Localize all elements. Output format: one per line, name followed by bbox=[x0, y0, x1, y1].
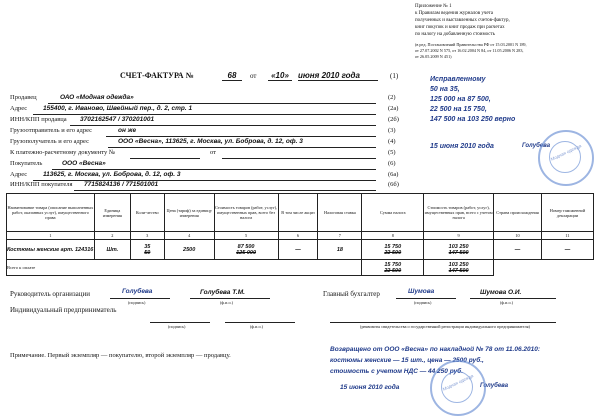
accountant-label: Главный бухгалтер bbox=[323, 290, 380, 298]
signature-caption: (подпись) bbox=[414, 300, 432, 305]
table-header-cell: В том числе акциз bbox=[278, 194, 318, 232]
field-line bbox=[74, 190, 376, 191]
field-line bbox=[33, 114, 376, 115]
cost-corrected: 87 500 bbox=[237, 243, 255, 250]
table-header-cell: Единица измерения bbox=[94, 194, 130, 232]
signature-caption: (подпись) bbox=[168, 324, 186, 329]
column-number: 8 bbox=[362, 232, 424, 240]
field-line bbox=[48, 103, 376, 104]
seal-text: Модная одежда bbox=[441, 373, 475, 392]
seller-address-value: 155400, г. Иваново, Швейный пер., д. 2, стр. 1 bbox=[43, 105, 193, 112]
accountant-name: Шумова О.И. bbox=[480, 289, 522, 296]
signature-line bbox=[110, 298, 170, 299]
tax-original: 22 500 bbox=[384, 249, 402, 256]
fio-caption: (ф.и.о.) bbox=[250, 324, 263, 329]
invoice-from-label: от bbox=[250, 72, 257, 80]
return-signature: Голубева bbox=[480, 383, 509, 389]
field-number: (2) bbox=[388, 94, 396, 101]
total-tax-cell bbox=[362, 260, 424, 276]
item-rate-cell: 18 bbox=[318, 240, 362, 260]
signature-caption: (подпись) bbox=[128, 300, 146, 305]
item-price-cell: 2500 bbox=[164, 240, 214, 260]
field-line bbox=[130, 158, 200, 159]
appendix-line: к Правилам ведения журналов учета bbox=[415, 11, 494, 16]
column-number: 11 bbox=[542, 232, 594, 240]
total-tax-original: 22 500 bbox=[384, 267, 402, 274]
name-line bbox=[470, 298, 556, 299]
correction-signature: Голубева bbox=[522, 143, 551, 149]
table-header-cell: Стоимость товаров (работ, услуг), имущественных прав, всего с учетом налога bbox=[424, 194, 494, 232]
head-name: Голубева Т.М. bbox=[200, 289, 245, 296]
footnote: Примечание. Первый экземпляр — покупателю, второй экземпляр — продавцу. bbox=[10, 352, 231, 359]
column-number: 1 bbox=[7, 232, 95, 240]
appendix-line: полученных и выставленных счетов-фактур, bbox=[415, 18, 510, 23]
item-country-cell: — bbox=[494, 240, 542, 260]
registration-line bbox=[330, 322, 556, 323]
invoice-title: СЧЕТ-ФАКТУРА № bbox=[120, 71, 194, 80]
field-number: (4) bbox=[388, 138, 396, 145]
column-number: 3 bbox=[130, 232, 164, 240]
row-number: (1) bbox=[390, 72, 399, 80]
table-header-cell: Налоговая ставка bbox=[318, 194, 362, 232]
field-number: (6а) bbox=[388, 171, 399, 178]
table-header-cell: Страна происхождения bbox=[494, 194, 542, 232]
buyer-inn-label: ИНН/КПП покупателя bbox=[10, 181, 73, 188]
name-line bbox=[190, 298, 270, 299]
total-corrected: 103 250 bbox=[448, 243, 469, 250]
field-number: (5) bbox=[388, 149, 396, 156]
item-cost-cell bbox=[214, 240, 278, 260]
field-line bbox=[108, 147, 376, 148]
field-number: (6) bbox=[388, 160, 396, 167]
item-unit-cell: Шт. bbox=[94, 240, 130, 260]
qty-corrected: 35 bbox=[144, 243, 151, 250]
total-label: Всего к оплате bbox=[7, 260, 362, 276]
table-total-row bbox=[7, 260, 594, 276]
consignee-value: ООО «Весна», 113625, г. Москва, ул. Боброва, д. 12, оф. 3 bbox=[118, 138, 303, 145]
column-number: 5 bbox=[214, 232, 278, 240]
entrepreneur-label: Индивидуальный предприниматель bbox=[10, 306, 117, 314]
registration-caption: (реквизиты свидетельства о государственной регистрации индивидуального предпринимателя) bbox=[360, 324, 530, 329]
field-number: (2а) bbox=[388, 105, 399, 112]
item-total-cell bbox=[424, 240, 494, 260]
table-header-cell: Цена (тариф) за единицу измерения bbox=[164, 194, 214, 232]
buyer-address-label: Адрес bbox=[10, 171, 28, 178]
seal-text: Модная одежда bbox=[549, 143, 583, 162]
table-header-cell: Номер таможенной декларации bbox=[542, 194, 594, 232]
buyer-inn-value: 7715824136 / 771501001 bbox=[84, 181, 159, 188]
name-line bbox=[225, 322, 295, 323]
shipper-label: Грузоотправитель и его адрес bbox=[10, 127, 93, 134]
table-header-cell: Сумма налога bbox=[362, 194, 424, 232]
total-sum-corrected: 103 250 bbox=[448, 261, 469, 268]
return-date: 15 июня 2010 года bbox=[340, 384, 400, 391]
seal-stamp bbox=[538, 130, 594, 186]
accountant-signature: Шумова bbox=[408, 288, 435, 295]
signature-line bbox=[396, 298, 456, 299]
tax-corrected: 15 750 bbox=[384, 243, 402, 250]
item-declaration-cell: — bbox=[542, 240, 594, 260]
cost-original: 125 000 bbox=[236, 249, 257, 256]
field-line bbox=[106, 136, 376, 137]
item-tax-cell bbox=[362, 240, 424, 260]
table-header-cell: Стоимость товаров (работ, услуг), имущественных прав, всего без налога bbox=[214, 194, 278, 232]
table-header-row bbox=[7, 194, 594, 232]
table-header-cell: Наименование товара (описание выполненных работ, оказанных услуг), имущественного права bbox=[7, 194, 95, 232]
column-number: 6 bbox=[278, 232, 318, 240]
total-sum-cell bbox=[424, 260, 494, 276]
payment-doc-from: от bbox=[210, 149, 217, 156]
column-number: 2 bbox=[94, 232, 130, 240]
correction-date: 15 июня 2010 года bbox=[430, 143, 494, 150]
return-line: костюмы женские — 15 шт., цена — 2500 руб., bbox=[330, 357, 484, 364]
field-line bbox=[70, 125, 376, 126]
head-signature: Голубева bbox=[122, 288, 153, 295]
item-name-cell: Костюмы женские арт. 124316 bbox=[7, 240, 95, 260]
seller-value: ОАО «Модная одежда» bbox=[60, 94, 134, 101]
return-line: Возвращено от ООО «Весна» по накладной № 78 от 11.06.2010: bbox=[330, 346, 540, 353]
fio-caption: (ф.и.о.) bbox=[500, 300, 513, 305]
invoice-number: 68 bbox=[222, 71, 242, 81]
total-original: 147 500 bbox=[448, 249, 469, 256]
signature-line bbox=[150, 322, 210, 323]
item-excise-cell: — bbox=[278, 240, 318, 260]
field-line bbox=[222, 158, 376, 159]
seller-inn-value: 3702162547 / 370201001 bbox=[80, 116, 155, 123]
field-number: (3) bbox=[388, 127, 396, 134]
total-tax-corrected: 15 750 bbox=[384, 261, 402, 268]
field-line bbox=[52, 169, 376, 170]
appendix-edition: от 27.07.2002 N 575, от 16.02.2004 N 84, от 11.05.2006 N 283, bbox=[415, 48, 524, 53]
buyer-label: Покупатель bbox=[10, 160, 43, 167]
seller-label: Продавец bbox=[10, 94, 37, 101]
invoice-day: «10» bbox=[268, 71, 292, 81]
empty-cell bbox=[494, 260, 594, 276]
appendix-line: книг покупок и книг продаж при расчетах bbox=[415, 25, 505, 30]
total-sum-original: 147 500 bbox=[448, 267, 469, 274]
correction-title: Исправленному bbox=[430, 76, 486, 83]
buyer-address-value: 113625, г. Москва, ул. Боброва, д. 12, оф. 3 bbox=[43, 171, 181, 178]
appendix-edition: (в ред. Постановлений Правительства РФ от 15.03.2001 N 189, bbox=[415, 42, 527, 47]
items-table bbox=[6, 193, 594, 276]
consignee-label: Грузополучатель и его адрес bbox=[10, 138, 89, 145]
item-qty-cell bbox=[130, 240, 164, 260]
appendix-title: Приложение № 1 bbox=[415, 4, 452, 9]
head-label: Руководитель организации bbox=[10, 290, 90, 298]
seller-inn-label: ИНН/КПП продавца bbox=[10, 116, 67, 123]
correction-line: 50 на 35, bbox=[430, 86, 460, 93]
column-number: 4 bbox=[164, 232, 214, 240]
shipper-value: он же bbox=[118, 127, 137, 134]
return-line: стоимость с учетом НДС — 44 250 руб. bbox=[330, 368, 464, 375]
qty-original: 50 bbox=[144, 249, 151, 256]
fio-caption: (ф.и.о.) bbox=[220, 300, 233, 305]
payment-doc-label: К платежно-расчетному документу № bbox=[10, 149, 116, 156]
table-row bbox=[7, 240, 594, 260]
invoice-month-year: июня 2010 года bbox=[298, 71, 378, 81]
buyer-value: ООО «Весна» bbox=[62, 160, 106, 167]
correction-line: 125 000 на 87 500, bbox=[430, 96, 491, 103]
seal-stamp bbox=[430, 360, 486, 416]
column-number: 10 bbox=[494, 232, 542, 240]
table-header-cell: Коли-чество bbox=[130, 194, 164, 232]
column-number: 7 bbox=[318, 232, 362, 240]
table-number-row bbox=[7, 232, 594, 240]
field-number: (6б) bbox=[388, 181, 399, 188]
field-number: (2б) bbox=[388, 116, 399, 123]
correction-line: 22 500 на 15 750, bbox=[430, 106, 487, 113]
seller-address-label: Адрес bbox=[10, 105, 28, 112]
appendix-line: по налогу на добавленную стоимость bbox=[415, 32, 495, 37]
column-number: 9 bbox=[424, 232, 494, 240]
appendix-edition: от 26.05.2009 N 451) bbox=[415, 54, 452, 59]
correction-line: 147 500 на 103 250 верно bbox=[430, 116, 516, 123]
